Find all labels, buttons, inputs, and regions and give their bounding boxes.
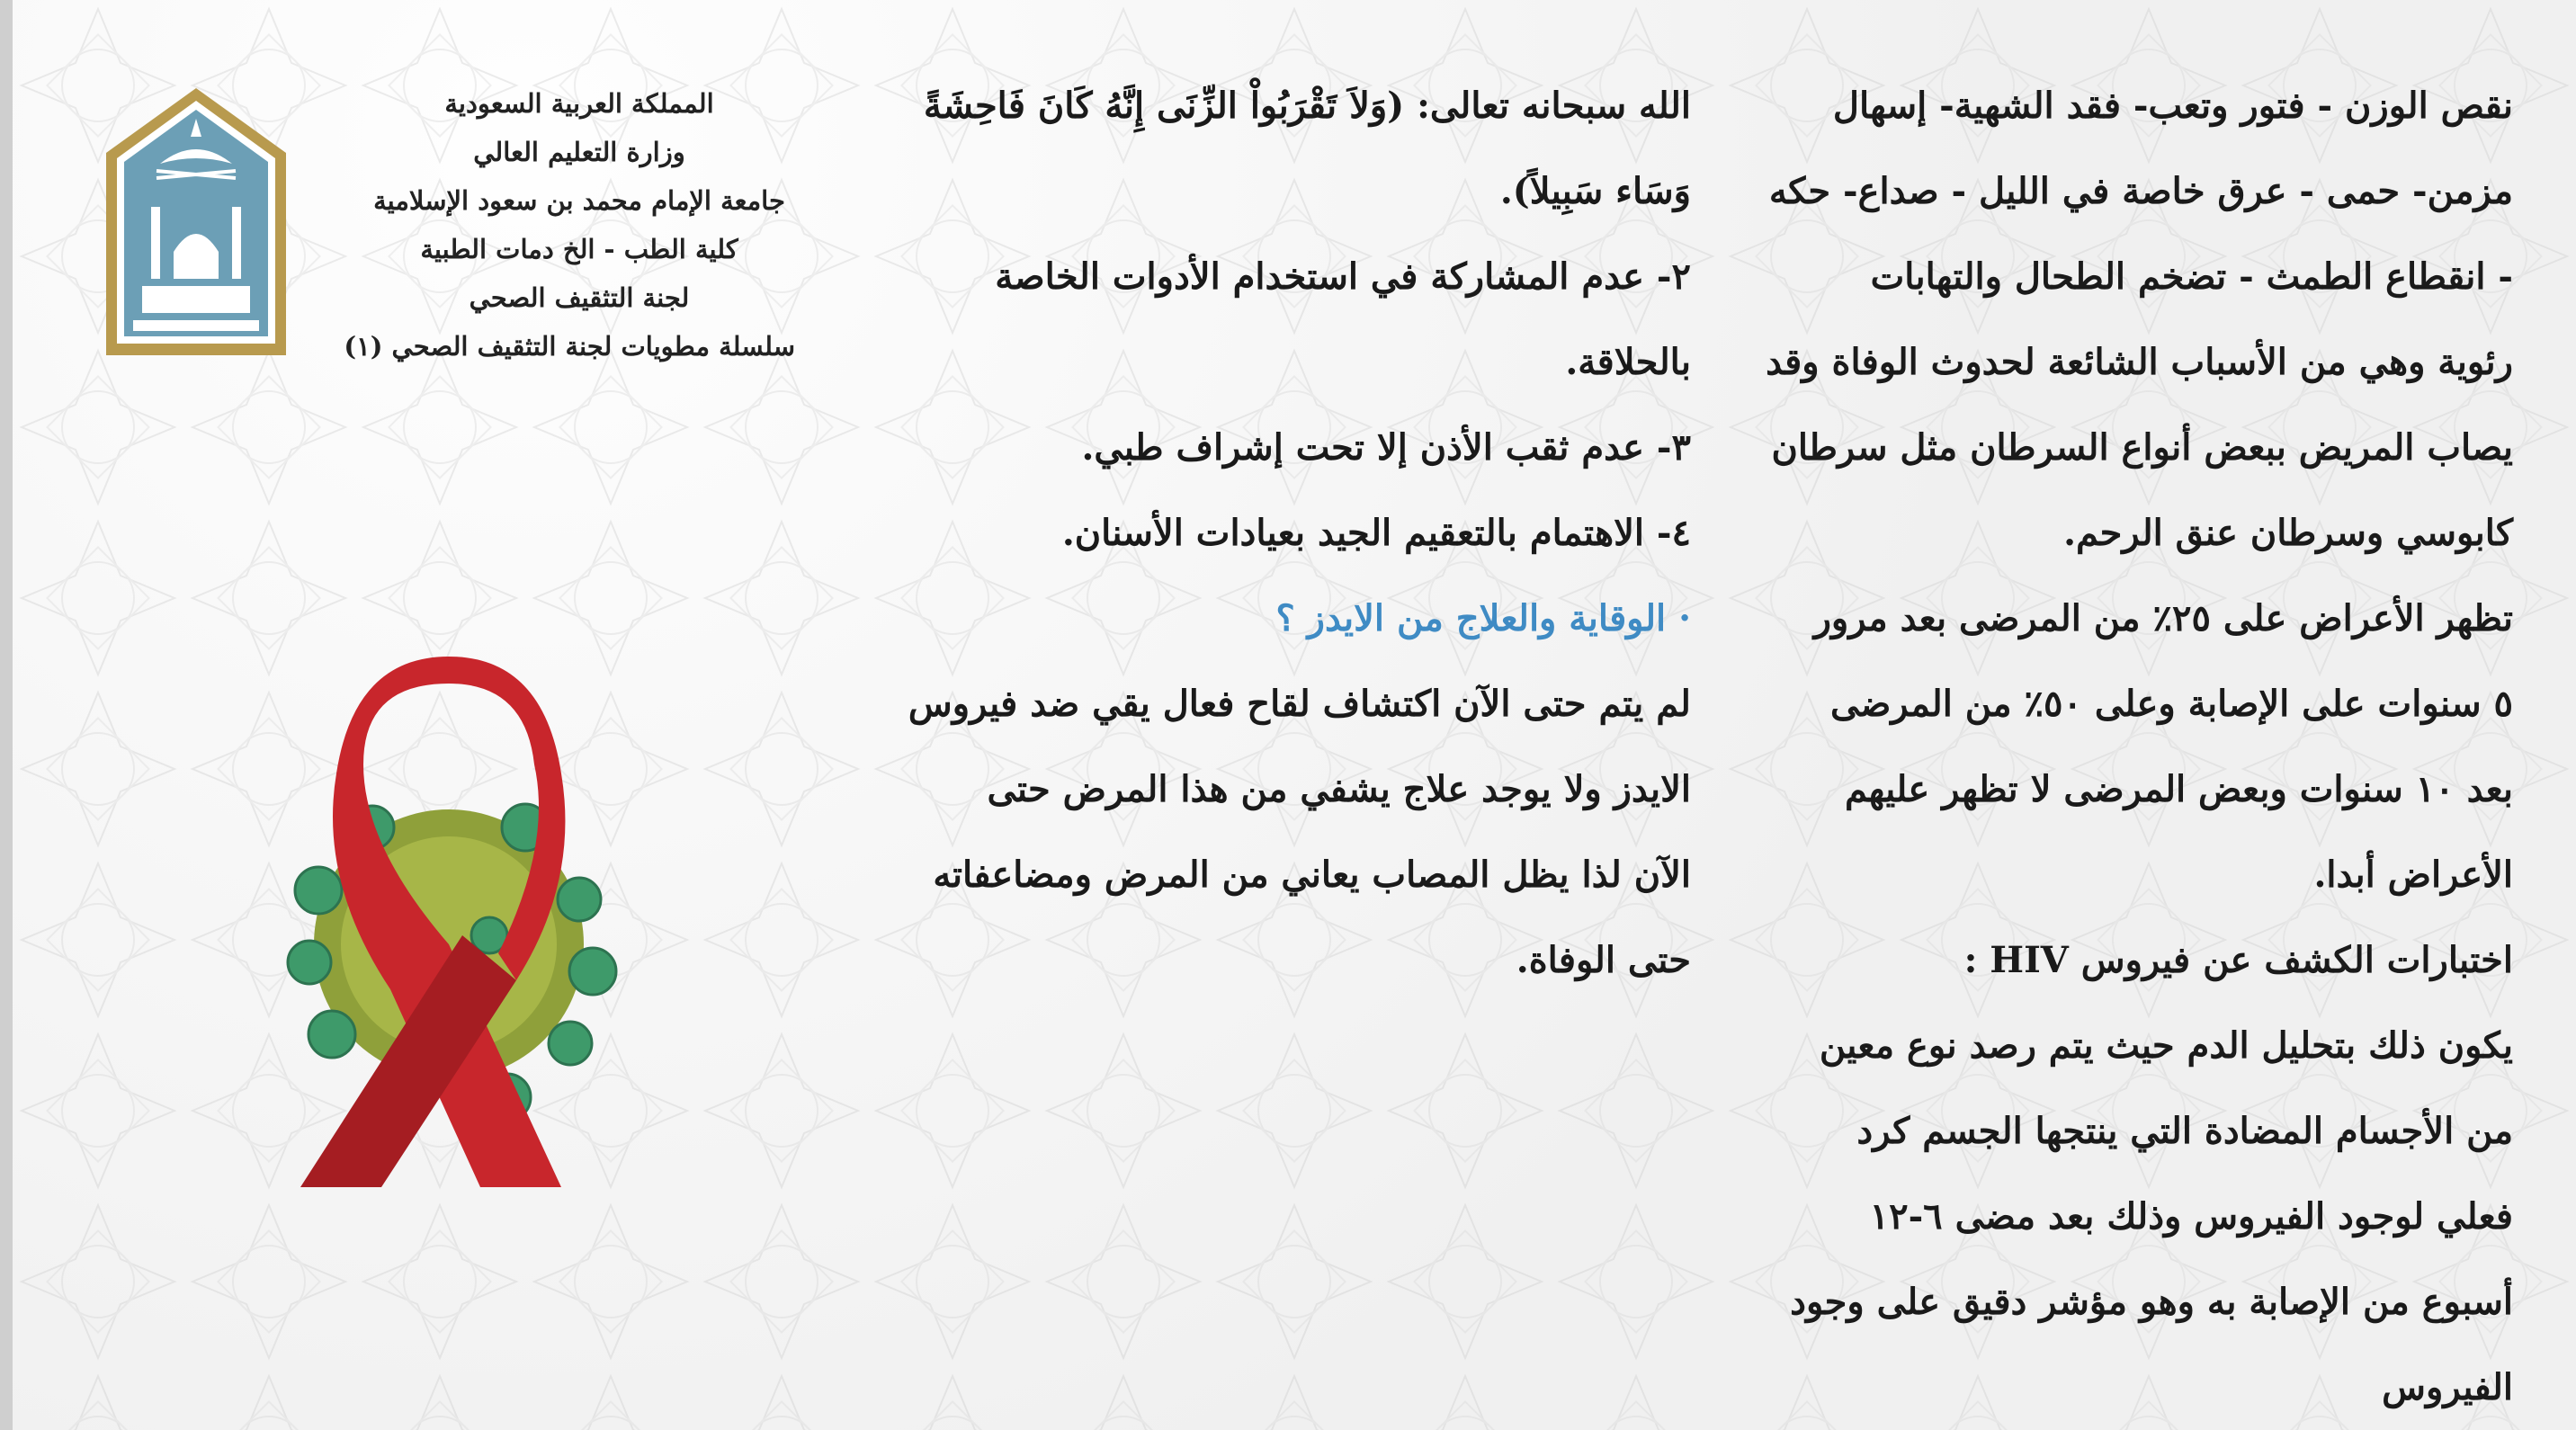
text-line: - انقطاع الطمث - تضخم الطحال والتهابات xyxy=(1870,255,2513,298)
text-line: يكون ذلك بتحليل الدم حيث يتم رصد نوع معين xyxy=(1819,1024,2513,1067)
section-heading: · الوقاية والعلاج من الايدز ؟ xyxy=(1275,597,1691,639)
brochure-page xyxy=(13,0,2576,1430)
header-line: كلية الطب - الخ دمات الطبية xyxy=(420,234,738,264)
text-line: تظهر الأعراض على ٢٥٪ من المرضى بعد مرور xyxy=(1813,597,2513,639)
text-line: ٥ سنوات على الإصابة وعلى ٥٠٪ من المرضى xyxy=(1830,683,2513,725)
header-line: المملكة العربية السعودية xyxy=(444,88,714,119)
header-line: وزارة التعليم العالي xyxy=(473,137,685,167)
text-line: الله سبحانه تعالى: (وَلاَ تَقْرَبُواْ الزِّنَى إِنَّهُ كَانَ فَاحِشَةً xyxy=(923,85,1691,127)
text-line: ٢- عدم المشاركة في استخدام الأدوات الخاصة xyxy=(995,255,1691,298)
text-line: لم يتم حتى الآن اكتشاف لقاح فعال يقي ضد فيروس xyxy=(908,683,1691,725)
text-line: فعلي لوجود الفيروس وذلك بعد مضى ٦-١٢ xyxy=(1869,1195,2513,1238)
text-line: الآن لذا يظل المصاب يعاني من المرض ومضاعفاته xyxy=(933,854,1691,896)
text-line: ٣- عدم ثقب الأذن إلا تحت إشراف طبي. xyxy=(1081,426,1691,469)
text-line: حتى الوفاة. xyxy=(1516,939,1691,981)
university-emblem-icon xyxy=(97,81,295,369)
text-line: وَسَاء سَبِيلاً). xyxy=(1499,170,1691,212)
institution-header xyxy=(344,79,795,371)
text-line: الفيروس xyxy=(2382,1366,2513,1408)
text-line: رئوية وهي من الأسباب الشائعة لحدوث الوفاة وقد xyxy=(1766,341,2513,383)
text-line: أسبوع من الإصابة به وهو مؤشر دقيق على وجود xyxy=(1790,1281,2513,1323)
middle-column xyxy=(908,63,1691,1003)
red-ribbon-virus-icon xyxy=(255,648,642,1187)
text-line: نقص الوزن - فتور وتعب- فقد الشهية- إسهال xyxy=(1832,85,2513,127)
text-line: كابوسي وسرطان عنق الرحم. xyxy=(2063,512,2513,554)
text-line: يصاب المريض ببعض أنواع السرطان مثل سرطان xyxy=(1771,426,2513,469)
page-edge xyxy=(0,0,13,1430)
header-line: سلسلة مطويات لجنة التثقيف الصحي (١) xyxy=(344,331,795,362)
text-line: ٤- الاهتمام بالتعقيم الجيد بعيادات الأسنان. xyxy=(1061,512,1691,554)
text-line: من الأجسام المضادة التي ينتجها الجسم كرد xyxy=(1856,1110,2513,1152)
text-line: بعد ١٠ سنوات وبعض المرضى لا تظهر عليهم xyxy=(1845,768,2513,810)
header-line: جامعة الإمام محمد بن سعود الإسلامية xyxy=(373,185,785,216)
text-line: الأعراض أبدا. xyxy=(2313,854,2513,896)
text-line: بالحلاقة. xyxy=(1565,341,1691,383)
section-heading: اختبارات الكشف عن فيروس HIV : xyxy=(1963,939,2513,981)
text-line: الايدز ولا يوجد علاج يشفي من هذا المرض حتى xyxy=(987,768,1691,810)
header-line: لجنة التثقيف الصحي xyxy=(469,282,690,313)
right-column xyxy=(1766,63,2513,1430)
text-line: مزمن- حمى - عرق خاصة في الليل - صداع- حكه xyxy=(1768,170,2513,212)
